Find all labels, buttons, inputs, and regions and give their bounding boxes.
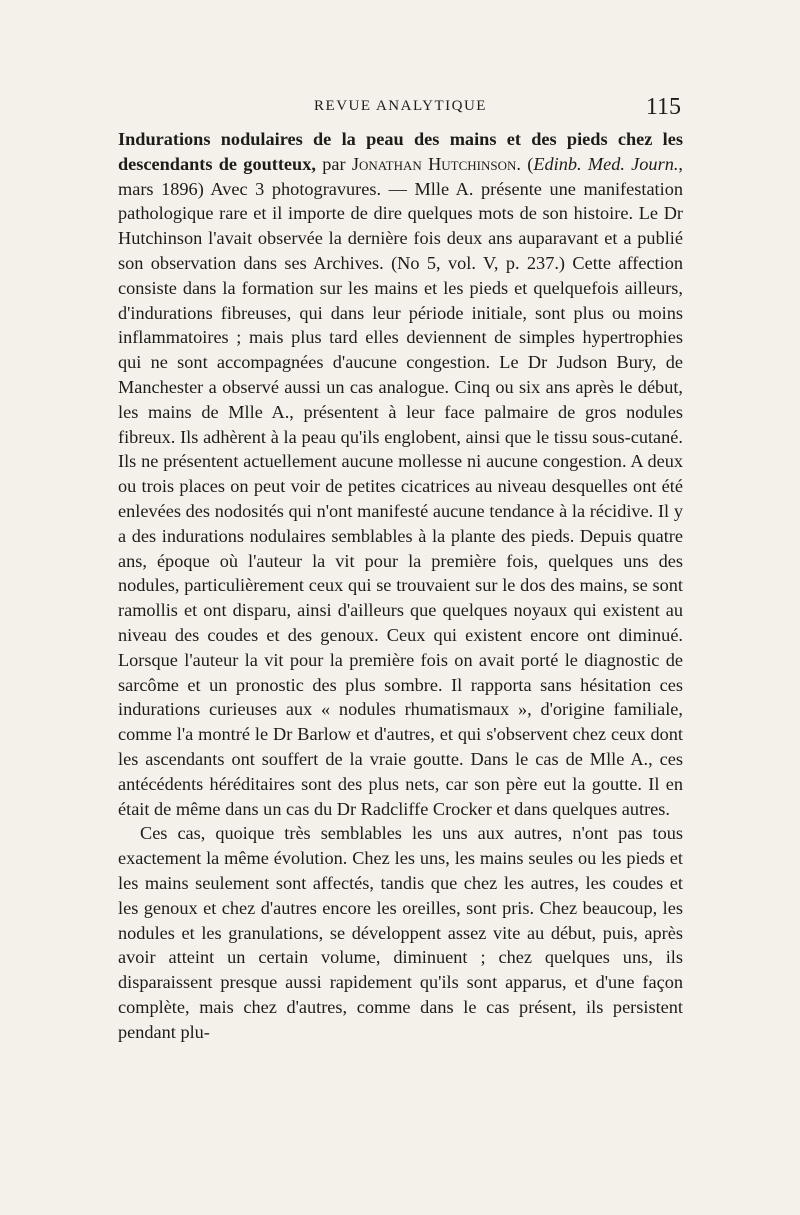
article-body	[118, 127, 683, 1044]
paragraph-2: Ces cas, quoique très semblables les uns aux autres, n'ont pas tous exactement la même évolution. Chez les uns, les mains seules ou les pieds et les mains seulement sont affectés, tandis que chez les autres, les coudes et les genoux et chez d'autres encore les oreilles, sont pris. Chez beaucoup, les nodules et les granulations, se développent assez vite au début, puis, après avoir atteint un certain volume, diminuent ; chez quelques uns, ils disparaissent presque aussi rapidement qu'ils sont apparus, et d'une façon complète, mais chez d'autres, comme dans le cas présent, ils persistent pendant plu-	[118, 823, 683, 1042]
page-number: 115	[645, 94, 681, 120]
journal-name: Edinb. Med. Journ.	[533, 153, 679, 174]
citation-open: (	[520, 153, 534, 174]
paragraph-1	[118, 127, 683, 821]
by-text: par	[315, 153, 352, 174]
running-title: REVUE ANALYTIQUE	[314, 98, 487, 114]
article-title: Indurations nodulaires de la peau des mains et des pieds chez les descendants de goutteux,	[118, 129, 683, 174]
running-header	[118, 96, 683, 126]
article-author: Jonathan Hutchinson.	[351, 153, 521, 174]
citation-details: , mars 1896) Avec 3 photogravures. —	[118, 153, 683, 199]
paragraph-1-text: Mlle A. présente une manifestation pathologique rare et il importe de dire quelques mots de son histoire. Le Dr Hutchinson l'avait observée la dernière fois deux ans auparavant et a publié son observation dans ses Archives. (No 5, vol. V, p. 237.) Cette affection consiste dans la formation sur les mains et les pieds et quelquefois ailleurs, d'indurations fibreuses, qui dans leur période initiale, sont plus ou moins inflammatoires ; mais plus tard elles deviennent de simples hypertrophies qui ne sont accompagnées d'aucune congestion. Le Dr Judson Bury, de Manchester a observé aussi un cas analogue. Cinq ou six ans après le début, les mains de Mlle A., présentent à leur face palmaire de gros nodules fibreux. Ils adhèrent à la peau qu'ils englobent, ainsi que le tissu sous-cutané. Ils ne présentent actuellement aucune mollesse ni aucune congestion. A deux ou trois places on peut voir de petites cicatrices au niveau desquelles ont été enlevées des nodosités qui n'ont manifesté aucune tendance à la récidive. Il y a des indurations nodulaires semblables à la plante des pieds. Depuis quatre ans, époque où l'auteur la vit pour la première fois, quelques uns des nodules, particulièrement ceux qui se trouvaient sur le dos des mains, se sont ramollis et ont disparu, ainsi d'ailleurs que quelques noyaux qui existent au niveau des coudes et des genoux. Ceux qui existent encore ont diminué. Lorsque l'auteur la vit pour la première fois on avait porté le diagnostic de sarcôme et un pronostic des plus sombre. Il rapporta sans hésitation ces indurations curieuses aux « nodules rhumatismaux », d'origine familiale, comme l'a montré le Dr Barlow et d'autres, et qui s'observent chez ceux dont les ascendants ont souffert de la vraie goutte. Dans le cas de Mlle A., ces antécédents héréditaires sont des plus nets, car son père eut la goutte. Il en était de même dans un cas du Dr Radcliffe Crocker et dans quelques autres.	[118, 178, 683, 819]
